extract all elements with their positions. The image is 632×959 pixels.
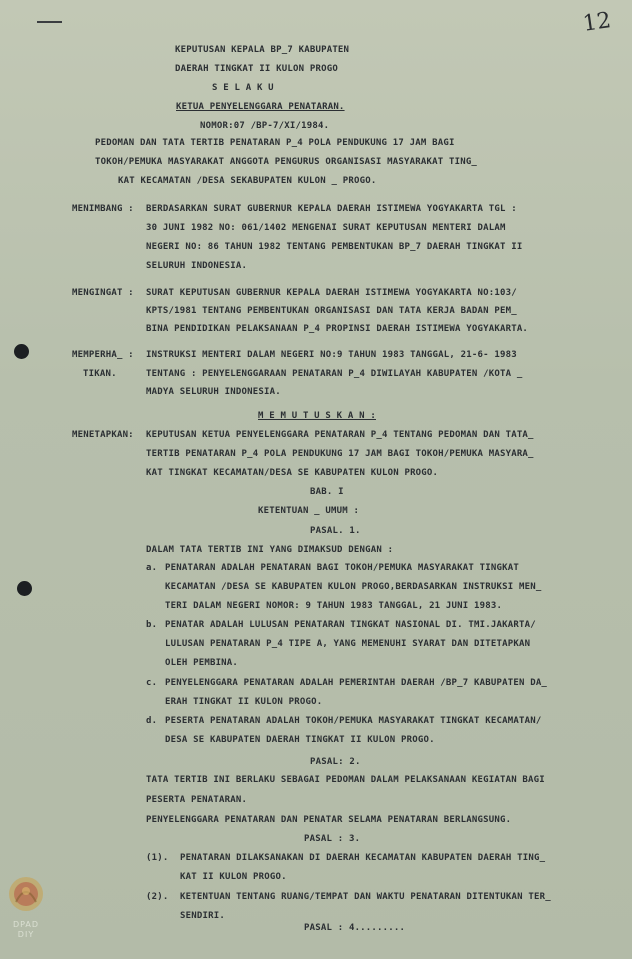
- pasal-1-item-d-line-1: PESERTA PENATARAN ADALAH TOKOH/PEMUKA MASYARAKAT TINGKAT KECAMATAN/: [165, 716, 542, 726]
- punch-hole-top: [14, 344, 29, 359]
- pasal-1-item-a-marker: a.: [146, 563, 158, 573]
- menetapkan-line-2: TERTIB PENATARAN P_4 POLA PENDUKUNG 17 JAM BAGI TOKOH/PEMUKA MASYARA_: [146, 449, 534, 459]
- mengingat-line-3: BINA PENDIDIKAN PELAKSANAAN P_4 PROPINSI DAERAH ISTIMEWA YOGYAKARTA.: [146, 324, 529, 334]
- subject-line-1: PEDOMAN DAN TATA TERTIB PENATARAN P_4 POLA PENDUKUNG 17 JAM BAGI: [95, 138, 455, 148]
- header-line-4: KETUA PENYELENGGARA PENATARAN.: [176, 102, 345, 112]
- memperhatikan-line-2: TENTANG : PENYELENGGARAAN PENATARAN P_4 DIWILAYAH KABUPATEN /KOTA _: [146, 369, 523, 379]
- mengingat-line-2: KPTS/1981 TENTANG PEMBENTUKAN ORGANISASI DAN TATA KERJA BADAN PEM_: [146, 306, 517, 316]
- pasal-1-item-b-line-2: LULUSAN PENATARAN P_4 TIPE A, YANG MEMENUHI SYARAT DAN DITETAPKAN: [165, 639, 531, 649]
- menimbang-line-4: SELURUH INDONESIA.: [146, 261, 248, 271]
- watermark-text: DPAD DIY: [12, 920, 40, 939]
- pasal-1-item-a-line-1: PENATARAN ADALAH PENATARAN BAGI TOKOH/PEMUKA MASYARAKAT TINGKAT: [165, 563, 519, 573]
- subject-line-2: TOKOH/PEMUKA MASYARAKAT ANGGOTA PENGURUS ORGANISASI MASYARAKAT TING_: [95, 157, 478, 167]
- pasal-1-item-c-marker: c.: [146, 678, 158, 688]
- dpad-emblem-icon: [6, 872, 46, 952]
- memutuskan-heading: M E M U T U S K A N :: [258, 411, 376, 421]
- pasal-3-title: PASAL : 3.: [304, 834, 361, 844]
- mengingat-line-1: SURAT KEPUTUSAN GUBERNUR KEPALA DAERAH ISTIMEWA YOGYAKARTA NO:103/: [146, 288, 517, 298]
- header-line-1: KEPUTUSAN KEPALA BP_7 KABUPATEN: [175, 45, 350, 55]
- pasal-3-item-1-line-1: PENATARAN DILAKSANAKAN DI DAERAH KECAMATAN KABUPATEN DAERAH TING_: [180, 853, 546, 863]
- pasal-1-item-c-line-2: ERAH TINGKAT II KULON PROGO.: [165, 697, 323, 707]
- menimbang-label: MENIMBANG :: [72, 204, 134, 214]
- pasal-3-item-2-marker: (2).: [146, 892, 169, 902]
- pasal-1-item-a-line-3: TERI DALAM NEGERI NOMOR: 9 TAHUN 1983 TANGGAL, 21 JUNI 1983.: [165, 601, 503, 611]
- pasal-1-item-b-line-3: OLEH PEMBINA.: [165, 658, 239, 668]
- ketentuan-heading: KETENTUAN _ UMUM :: [258, 506, 360, 516]
- pasal-2-line-3: PENYELENGGARA PENATARAN DAN PENATAR SELAMA PENATARAN BERLANGSUNG.: [146, 815, 512, 825]
- menimbang-line-3: NEGERI NO: 86 TAHUN 1982 TENTANG PEMBENTUKAN BP_7 DAERAH TINGKAT II: [146, 242, 523, 252]
- menetapkan-line-3: KAT TINGKAT KECAMATAN/DESA SE KABUPATEN KULON PROGO.: [146, 468, 439, 478]
- pasal-1-item-d-line-2: DESA SE KABUPATEN DAERAH TINGKAT II KULON PROGO.: [165, 735, 435, 745]
- pasal-1-item-b-marker: b.: [146, 620, 158, 630]
- pasal-1-item-c-line-1: PENYELENGGARA PENATARAN ADALAH PEMERINTAH DAERAH /BP_7 KABUPATEN DA_: [165, 678, 548, 688]
- pasal-3-item-1-marker: (1).: [146, 853, 169, 863]
- memperhatikan-line-3: MADYA SELURUH INDONESIA.: [146, 387, 281, 397]
- pasal-1-item-a-line-2: KECAMATAN /DESA SE KABUPATEN KULON PROGO,BERDASARKAN INSTRUKSI MEN_: [165, 582, 542, 592]
- pasal-2-title: PASAL: 2.: [310, 757, 361, 767]
- pasal-2-line-2: PESERTA PENATARAN.: [146, 795, 248, 805]
- menetapkan-line-1: KEPUTUSAN KETUA PENYELENGGARA PENATARAN P_4 TENTANG PEDOMAN DAN TATA_: [146, 430, 534, 440]
- top-left-dash: [37, 21, 62, 23]
- bab-heading: BAB. I: [310, 487, 344, 497]
- subject-line-3: KAT KECAMATAN /DESA SEKABUPATEN KULON _ PROGO.: [118, 176, 377, 186]
- memperhatikan-label-2: TIKAN.: [83, 369, 117, 379]
- mengingat-label: MENGINGAT :: [72, 288, 134, 298]
- pasal-3-item-2-line-2: SENDIRI.: [180, 911, 225, 921]
- next-page-marker: PASAL : 4.........: [304, 923, 406, 933]
- punch-hole-bottom: [17, 581, 32, 596]
- pasal-1-title: PASAL. 1.: [310, 526, 361, 536]
- dpad-logo: [6, 872, 46, 952]
- header-nomor: NOMOR:07 /BP-7/XI/1984.: [200, 121, 330, 131]
- pasal-3-item-2-line-1: KETENTUAN TENTANG RUANG/TEMPAT DAN WAKTU PENATARAN DITENTUKAN TER_: [180, 892, 551, 902]
- header-line-3: S E L A K U: [212, 83, 274, 93]
- page-number: 12: [581, 8, 613, 37]
- memperhatikan-label-1: MEMPERHA_ :: [72, 350, 134, 360]
- memperhatikan-line-1: INSTRUKSI MENTERI DALAM NEGERI NO:9 TAHUN 1983 TANGGAL, 21-6- 1983: [146, 350, 517, 360]
- pasal-1-intro: DALAM TATA TERTIB INI YANG DIMAKSUD DENGAN :: [146, 545, 394, 555]
- header-line-2: DAERAH TINGKAT II KULON PROGO: [175, 64, 338, 74]
- menimbang-line-1: BERDASARKAN SURAT GUBERNUR KEPALA DAERAH ISTIMEWA YOGYAKARTA TGL :: [146, 204, 517, 214]
- pasal-1-item-b-line-1: PENATAR ADALAH LULUSAN PENATARAN TINGKAT NASIONAL DI. TMI.JAKARTA/: [165, 620, 536, 630]
- menimbang-line-2: 30 JUNI 1982 NO: 061/1402 MENGENAI SURAT KEPUTUSAN MENTERI DALAM: [146, 223, 506, 233]
- pasal-1-item-d-marker: d.: [146, 716, 158, 726]
- pasal-2-line-1: TATA TERTIB INI BERLAKU SEBAGAI PEDOMAN DALAM PELAKSANAAN KEGIATAN BAGI: [146, 775, 545, 785]
- menetapkan-label: MENETAPKAN:: [72, 430, 134, 440]
- pasal-3-item-1-line-2: KAT II KULON PROGO.: [180, 872, 287, 882]
